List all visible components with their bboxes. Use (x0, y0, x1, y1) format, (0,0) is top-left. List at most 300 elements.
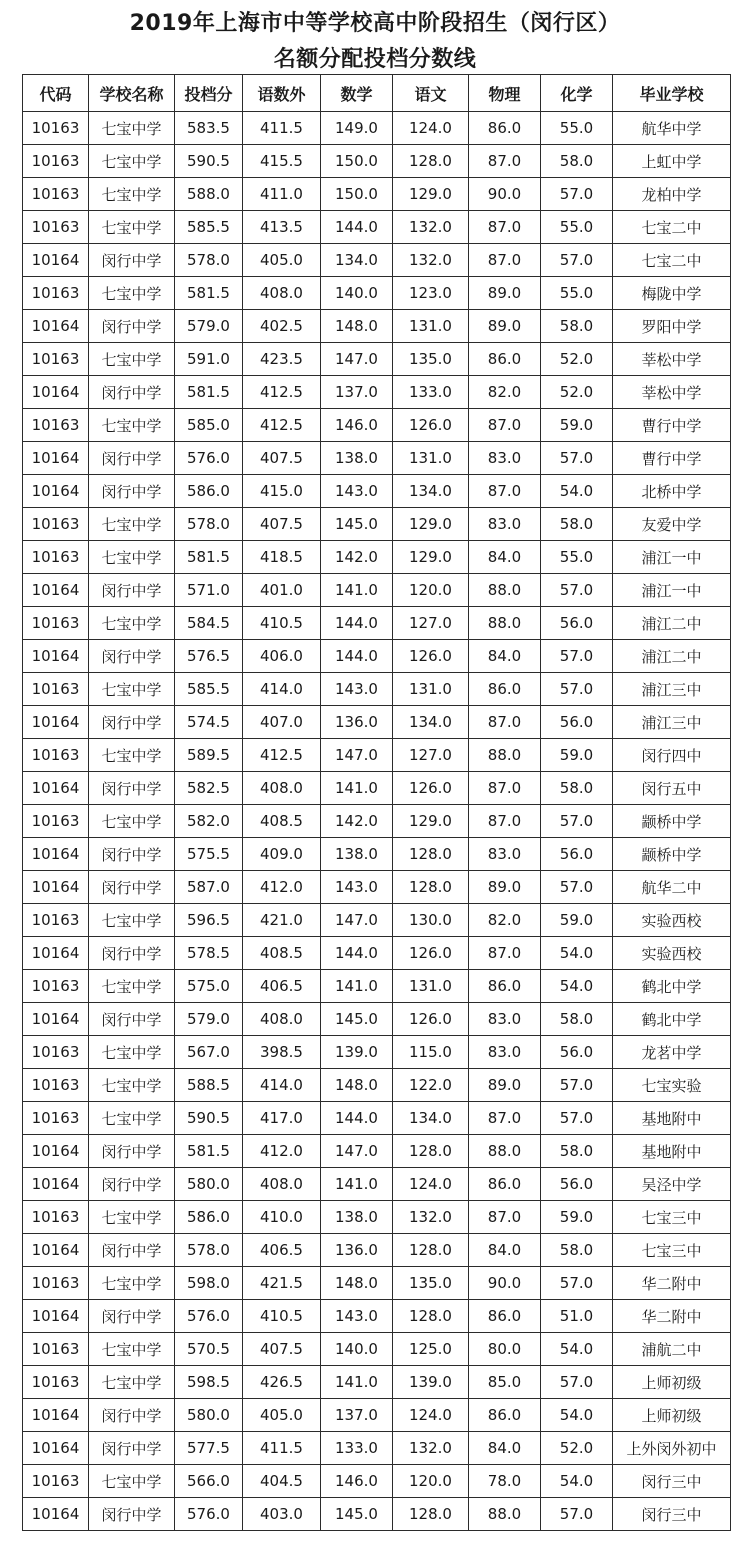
physics-cell: 87.0 (469, 409, 541, 442)
table-row (23, 442, 731, 475)
chinese-math-english-cell: 405.0 (243, 1399, 321, 1432)
code-cell: 10164 (23, 1135, 89, 1168)
chinese-math-english-cell: 407.5 (243, 1333, 321, 1366)
school-name-cell: 闵行中学 (89, 1300, 175, 1333)
chinese-cell: 134.0 (393, 706, 469, 739)
graduating-school-cell: 莘松中学 (613, 376, 731, 409)
math-cell: 148.0 (321, 310, 393, 343)
graduating-school-cell: 基地附中 (613, 1102, 731, 1135)
graduating-school-cell: 七宝实验 (613, 1069, 731, 1102)
chinese-math-english-cell: 412.5 (243, 376, 321, 409)
admission-score-cell: 585.5 (175, 673, 243, 706)
code-cell: 10164 (23, 1168, 89, 1201)
table-row (23, 970, 731, 1003)
admission-score-cell: 578.0 (175, 508, 243, 541)
code-cell: 10163 (23, 805, 89, 838)
admission-score-cell: 578.0 (175, 1234, 243, 1267)
school-name-cell: 七宝中学 (89, 1102, 175, 1135)
admission-score-cell: 598.5 (175, 1366, 243, 1399)
physics-cell: 87.0 (469, 211, 541, 244)
school-name-cell: 闵行中学 (89, 1498, 175, 1531)
code-cell: 10163 (23, 1201, 89, 1234)
chinese-cell: 124.0 (393, 112, 469, 145)
physics-cell: 86.0 (469, 112, 541, 145)
math-cell: 141.0 (321, 1168, 393, 1201)
chinese-cell: 122.0 (393, 1069, 469, 1102)
school-name-cell: 七宝中学 (89, 805, 175, 838)
math-cell: 144.0 (321, 607, 393, 640)
admission-score-cell: 581.5 (175, 376, 243, 409)
table-row (23, 1432, 731, 1465)
graduating-school-cell: 浦江二中 (613, 607, 731, 640)
school-name-cell: 七宝中学 (89, 112, 175, 145)
chinese-cell: 124.0 (393, 1399, 469, 1432)
math-cell: 133.0 (321, 1432, 393, 1465)
code-cell: 10164 (23, 1234, 89, 1267)
chinese-cell: 128.0 (393, 871, 469, 904)
math-cell: 145.0 (321, 1498, 393, 1531)
chinese-math-english-cell: 406.5 (243, 1234, 321, 1267)
graduating-school-cell: 七宝二中 (613, 244, 731, 277)
admission-score-cell: 588.0 (175, 178, 243, 211)
physics-cell: 87.0 (469, 937, 541, 970)
school-name-cell: 闵行中学 (89, 1003, 175, 1036)
chinese-math-english-cell: 421.5 (243, 1267, 321, 1300)
chemistry-cell: 57.0 (541, 178, 613, 211)
chinese-math-english-cell: 407.5 (243, 508, 321, 541)
school-name-cell: 七宝中学 (89, 1267, 175, 1300)
school-name-cell: 闵行中学 (89, 871, 175, 904)
document-title: 2019年上海市中等学校高中阶段招生（闵行区） (129, 11, 621, 36)
table-row (23, 475, 731, 508)
chemistry-cell: 55.0 (541, 277, 613, 310)
chinese-cell: 120.0 (393, 574, 469, 607)
school-name-cell: 闵行中学 (89, 838, 175, 871)
chinese-cell: 126.0 (393, 409, 469, 442)
chinese-cell: 128.0 (393, 1300, 469, 1333)
column-header-chemistry: 化学 (541, 75, 613, 112)
admission-score-cell: 576.0 (175, 1300, 243, 1333)
physics-cell: 83.0 (469, 508, 541, 541)
chinese-math-english-cell: 410.0 (243, 1201, 321, 1234)
admission-score-cell: 567.0 (175, 1036, 243, 1069)
table-row (23, 376, 731, 409)
chemistry-cell: 58.0 (541, 145, 613, 178)
school-name-cell: 七宝中学 (89, 1333, 175, 1366)
chinese-math-english-cell: 402.5 (243, 310, 321, 343)
chinese-cell: 132.0 (393, 244, 469, 277)
chinese-cell: 131.0 (393, 442, 469, 475)
code-cell: 10163 (23, 1069, 89, 1102)
code-cell: 10163 (23, 1366, 89, 1399)
admission-score-cell: 589.5 (175, 739, 243, 772)
table-row (23, 706, 731, 739)
physics-cell: 84.0 (469, 1234, 541, 1267)
school-name-cell: 闵行中学 (89, 1399, 175, 1432)
code-cell: 10163 (23, 508, 89, 541)
chemistry-cell: 58.0 (541, 1135, 613, 1168)
chinese-math-english-cell: 415.5 (243, 145, 321, 178)
chinese-cell: 134.0 (393, 1102, 469, 1135)
school-name-cell: 七宝中学 (89, 145, 175, 178)
code-cell: 10163 (23, 178, 89, 211)
school-name-cell: 七宝中学 (89, 1201, 175, 1234)
chemistry-cell: 57.0 (541, 640, 613, 673)
admission-score-cell: 587.0 (175, 871, 243, 904)
chemistry-cell: 52.0 (541, 1432, 613, 1465)
physics-cell: 89.0 (469, 310, 541, 343)
chinese-math-english-cell: 421.0 (243, 904, 321, 937)
column-header-chinese: 语文 (393, 75, 469, 112)
admission-score-cell: 580.0 (175, 1168, 243, 1201)
table-row (23, 541, 731, 574)
chemistry-cell: 54.0 (541, 937, 613, 970)
admission-score-cell: 585.0 (175, 409, 243, 442)
chemistry-cell: 56.0 (541, 838, 613, 871)
physics-cell: 82.0 (469, 904, 541, 937)
chemistry-cell: 55.0 (541, 541, 613, 574)
table-row (23, 772, 731, 805)
physics-cell: 86.0 (469, 1399, 541, 1432)
math-cell: 136.0 (321, 706, 393, 739)
graduating-school-cell: 闵行四中 (613, 739, 731, 772)
admission-score-cell: 579.0 (175, 1003, 243, 1036)
math-cell: 143.0 (321, 673, 393, 706)
column-header-school-name: 学校名称 (89, 75, 175, 112)
chemistry-cell: 58.0 (541, 772, 613, 805)
chinese-math-english-cell: 407.0 (243, 706, 321, 739)
chemistry-cell: 55.0 (541, 112, 613, 145)
chemistry-cell: 56.0 (541, 1036, 613, 1069)
admission-score-cell: 590.5 (175, 145, 243, 178)
graduating-school-cell: 华二附中 (613, 1267, 731, 1300)
graduating-school-cell: 颛桥中学 (613, 838, 731, 871)
column-header-graduating-school: 毕业学校 (613, 75, 731, 112)
math-cell: 136.0 (321, 1234, 393, 1267)
math-cell: 144.0 (321, 1102, 393, 1135)
code-cell: 10164 (23, 475, 89, 508)
chinese-math-english-cell: 398.5 (243, 1036, 321, 1069)
graduating-school-cell: 实验西校 (613, 904, 731, 937)
chinese-math-english-cell: 408.0 (243, 1003, 321, 1036)
chemistry-cell: 54.0 (541, 1465, 613, 1498)
chinese-cell: 132.0 (393, 211, 469, 244)
math-cell: 147.0 (321, 343, 393, 376)
code-cell: 10163 (23, 607, 89, 640)
school-name-cell: 七宝中学 (89, 178, 175, 211)
table-row (23, 1465, 731, 1498)
table-row (23, 805, 731, 838)
school-name-cell: 闵行中学 (89, 376, 175, 409)
math-cell: 143.0 (321, 1300, 393, 1333)
admission-score-cell: 586.0 (175, 1201, 243, 1234)
admission-score-cell: 598.0 (175, 1267, 243, 1300)
table-row (23, 1234, 731, 1267)
graduating-school-cell: 曹行中学 (613, 442, 731, 475)
table-row (23, 574, 731, 607)
code-cell: 10164 (23, 937, 89, 970)
school-name-cell: 七宝中学 (89, 1069, 175, 1102)
school-name-cell: 七宝中学 (89, 1366, 175, 1399)
admission-score-cell: 582.5 (175, 772, 243, 805)
admission-score-cell: 578.5 (175, 937, 243, 970)
chemistry-cell: 58.0 (541, 310, 613, 343)
math-cell: 140.0 (321, 1333, 393, 1366)
school-name-cell: 闵行中学 (89, 574, 175, 607)
physics-cell: 80.0 (469, 1333, 541, 1366)
chemistry-cell: 55.0 (541, 211, 613, 244)
chemistry-cell: 51.0 (541, 1300, 613, 1333)
code-cell: 10163 (23, 277, 89, 310)
math-cell: 147.0 (321, 904, 393, 937)
admission-score-cell: 586.0 (175, 475, 243, 508)
column-header-math: 数学 (321, 75, 393, 112)
chemistry-cell: 54.0 (541, 970, 613, 1003)
chinese-cell: 127.0 (393, 607, 469, 640)
table-row (23, 244, 731, 277)
admission-score-cell: 580.0 (175, 1399, 243, 1432)
physics-cell: 84.0 (469, 1432, 541, 1465)
column-header-chinese-math-english: 语数外 (243, 75, 321, 112)
table-row (23, 739, 731, 772)
chinese-math-english-cell: 412.0 (243, 871, 321, 904)
chinese-math-english-cell: 411.5 (243, 112, 321, 145)
admission-score-cell: 576.5 (175, 640, 243, 673)
math-cell: 148.0 (321, 1069, 393, 1102)
chinese-cell: 128.0 (393, 1135, 469, 1168)
chinese-cell: 129.0 (393, 805, 469, 838)
chinese-cell: 129.0 (393, 508, 469, 541)
graduating-school-cell: 浦江二中 (613, 640, 731, 673)
chinese-cell: 130.0 (393, 904, 469, 937)
math-cell: 141.0 (321, 970, 393, 1003)
school-name-cell: 七宝中学 (89, 541, 175, 574)
chemistry-cell: 57.0 (541, 442, 613, 475)
chemistry-cell: 57.0 (541, 805, 613, 838)
admission-score-cell: 596.5 (175, 904, 243, 937)
chinese-cell: 115.0 (393, 1036, 469, 1069)
physics-cell: 86.0 (469, 1168, 541, 1201)
table-row (23, 607, 731, 640)
physics-cell: 87.0 (469, 706, 541, 739)
school-name-cell: 七宝中学 (89, 1036, 175, 1069)
chinese-math-english-cell: 412.5 (243, 739, 321, 772)
graduating-school-cell: 闵行五中 (613, 772, 731, 805)
code-cell: 10164 (23, 772, 89, 805)
admission-score-cell: 591.0 (175, 343, 243, 376)
column-header-admission-score: 投档分 (175, 75, 243, 112)
table-row (23, 1366, 731, 1399)
school-name-cell: 闵行中学 (89, 937, 175, 970)
admission-score-cell: 576.0 (175, 1498, 243, 1531)
chinese-math-english-cell: 408.0 (243, 772, 321, 805)
admission-score-cell: 581.5 (175, 1135, 243, 1168)
admission-score-cell: 574.5 (175, 706, 243, 739)
graduating-school-cell: 华二附中 (613, 1300, 731, 1333)
math-cell: 134.0 (321, 244, 393, 277)
physics-cell: 83.0 (469, 1003, 541, 1036)
admission-score-cell: 582.0 (175, 805, 243, 838)
school-name-cell: 闵行中学 (89, 475, 175, 508)
graduating-school-cell: 闵行三中 (613, 1465, 731, 1498)
school-name-cell: 七宝中学 (89, 904, 175, 937)
code-cell: 10163 (23, 211, 89, 244)
physics-cell: 83.0 (469, 442, 541, 475)
table-row (23, 343, 731, 376)
chemistry-cell: 59.0 (541, 1201, 613, 1234)
physics-cell: 87.0 (469, 772, 541, 805)
chemistry-cell: 58.0 (541, 1234, 613, 1267)
school-name-cell: 闵行中学 (89, 1432, 175, 1465)
math-cell: 143.0 (321, 871, 393, 904)
table-row (23, 112, 731, 145)
chinese-math-english-cell: 410.5 (243, 607, 321, 640)
document-subtitle: 名额分配投档分数线 (273, 47, 477, 72)
chinese-math-english-cell: 418.5 (243, 541, 321, 574)
chinese-cell: 128.0 (393, 1498, 469, 1531)
table-row (23, 1201, 731, 1234)
physics-cell: 78.0 (469, 1465, 541, 1498)
chemistry-cell: 56.0 (541, 706, 613, 739)
school-name-cell: 闵行中学 (89, 442, 175, 475)
table-row (23, 871, 731, 904)
code-cell: 10163 (23, 970, 89, 1003)
chinese-cell: 131.0 (393, 970, 469, 1003)
chemistry-cell: 54.0 (541, 1399, 613, 1432)
math-cell: 138.0 (321, 838, 393, 871)
chinese-cell: 129.0 (393, 541, 469, 574)
chinese-cell: 129.0 (393, 178, 469, 211)
math-cell: 138.0 (321, 442, 393, 475)
chinese-math-english-cell: 410.5 (243, 1300, 321, 1333)
code-cell: 10164 (23, 574, 89, 607)
chemistry-cell: 57.0 (541, 574, 613, 607)
chinese-math-english-cell: 408.0 (243, 277, 321, 310)
chemistry-cell: 57.0 (541, 1498, 613, 1531)
physics-cell: 86.0 (469, 1300, 541, 1333)
chemistry-cell: 57.0 (541, 1267, 613, 1300)
chinese-math-english-cell: 406.5 (243, 970, 321, 1003)
table-row (23, 1399, 731, 1432)
code-cell: 10164 (23, 871, 89, 904)
math-cell: 140.0 (321, 277, 393, 310)
physics-cell: 87.0 (469, 475, 541, 508)
code-cell: 10163 (23, 343, 89, 376)
admission-score-cell: 575.0 (175, 970, 243, 1003)
math-cell: 141.0 (321, 772, 393, 805)
admission-score-cell: 575.5 (175, 838, 243, 871)
graduating-school-cell: 航华中学 (613, 112, 731, 145)
code-cell: 10164 (23, 310, 89, 343)
physics-cell: 84.0 (469, 640, 541, 673)
math-cell: 145.0 (321, 1003, 393, 1036)
table-row (23, 1003, 731, 1036)
math-cell: 150.0 (321, 178, 393, 211)
chemistry-cell: 52.0 (541, 376, 613, 409)
table-row (23, 1102, 731, 1135)
graduating-school-cell: 莘松中学 (613, 343, 731, 376)
school-name-cell: 七宝中学 (89, 673, 175, 706)
math-cell: 138.0 (321, 1201, 393, 1234)
code-cell: 10164 (23, 1399, 89, 1432)
math-cell: 139.0 (321, 1036, 393, 1069)
table-row (23, 1069, 731, 1102)
code-cell: 10163 (23, 739, 89, 772)
admission-score-cell: 579.0 (175, 310, 243, 343)
chinese-math-english-cell: 408.0 (243, 1168, 321, 1201)
physics-cell: 86.0 (469, 343, 541, 376)
math-cell: 141.0 (321, 574, 393, 607)
graduating-school-cell: 曹行中学 (613, 409, 731, 442)
graduating-school-cell: 鹤北中学 (613, 1003, 731, 1036)
school-name-cell: 闵行中学 (89, 772, 175, 805)
physics-cell: 89.0 (469, 871, 541, 904)
table-row (23, 1300, 731, 1333)
chinese-cell: 135.0 (393, 343, 469, 376)
chinese-cell: 126.0 (393, 772, 469, 805)
chinese-cell: 126.0 (393, 1003, 469, 1036)
chinese-cell: 139.0 (393, 1366, 469, 1399)
chinese-cell: 131.0 (393, 673, 469, 706)
chemistry-cell: 59.0 (541, 739, 613, 772)
physics-cell: 88.0 (469, 574, 541, 607)
physics-cell: 87.0 (469, 805, 541, 838)
school-name-cell: 闵行中学 (89, 310, 175, 343)
chinese-math-english-cell: 411.5 (243, 1432, 321, 1465)
chinese-cell: 128.0 (393, 838, 469, 871)
physics-cell: 83.0 (469, 1036, 541, 1069)
physics-cell: 88.0 (469, 607, 541, 640)
school-name-cell: 七宝中学 (89, 739, 175, 772)
school-name-cell: 闵行中学 (89, 706, 175, 739)
admission-score-cell: 584.5 (175, 607, 243, 640)
graduating-school-cell: 浦航二中 (613, 1333, 731, 1366)
math-cell: 137.0 (321, 376, 393, 409)
code-cell: 10164 (23, 1432, 89, 1465)
admission-score-cell: 571.0 (175, 574, 243, 607)
math-cell: 148.0 (321, 1267, 393, 1300)
chinese-math-english-cell: 413.5 (243, 211, 321, 244)
math-cell: 145.0 (321, 508, 393, 541)
physics-cell: 87.0 (469, 1102, 541, 1135)
graduating-school-cell: 实验西校 (613, 937, 731, 970)
chinese-math-english-cell: 403.0 (243, 1498, 321, 1531)
table-row (23, 1498, 731, 1531)
chinese-cell: 132.0 (393, 1432, 469, 1465)
table-row (23, 673, 731, 706)
chemistry-cell: 57.0 (541, 1069, 613, 1102)
chinese-cell: 131.0 (393, 310, 469, 343)
chinese-cell: 128.0 (393, 1234, 469, 1267)
admission-score-cell: 588.5 (175, 1069, 243, 1102)
school-name-cell: 七宝中学 (89, 508, 175, 541)
school-name-cell: 七宝中学 (89, 409, 175, 442)
admission-score-cell: 577.5 (175, 1432, 243, 1465)
graduating-school-cell: 吴泾中学 (613, 1168, 731, 1201)
math-cell: 149.0 (321, 112, 393, 145)
admission-score-cell: 566.0 (175, 1465, 243, 1498)
graduating-school-cell: 北桥中学 (613, 475, 731, 508)
math-cell: 142.0 (321, 805, 393, 838)
graduating-school-cell: 颛桥中学 (613, 805, 731, 838)
physics-cell: 87.0 (469, 145, 541, 178)
chinese-cell: 135.0 (393, 1267, 469, 1300)
chinese-cell: 124.0 (393, 1168, 469, 1201)
chinese-cell: 123.0 (393, 277, 469, 310)
school-name-cell: 七宝中学 (89, 607, 175, 640)
table-row (23, 211, 731, 244)
chemistry-cell: 57.0 (541, 673, 613, 706)
